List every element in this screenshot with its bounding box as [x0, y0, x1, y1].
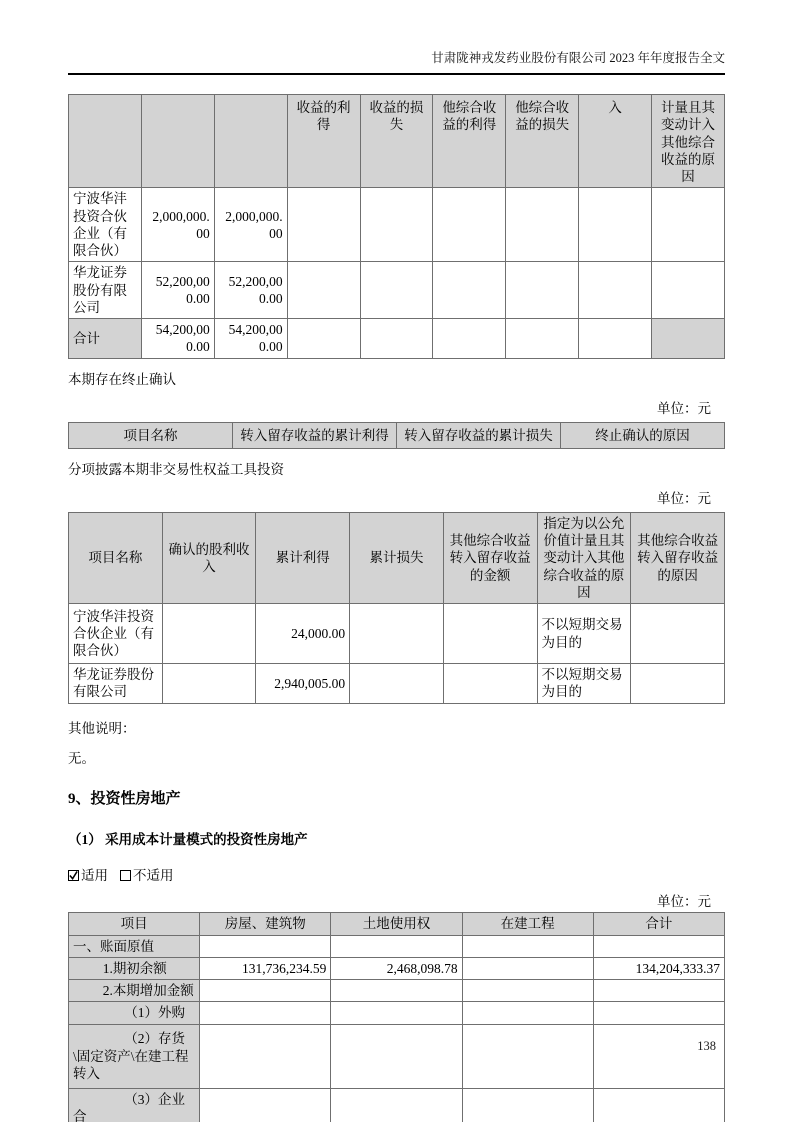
header-cell-oci-transfer-amount: 其他综合收益转入留存收益的金额 [443, 512, 537, 603]
header-cell-empty [69, 95, 142, 188]
header-cell-oci-loss: 他综合收益的损失 [506, 95, 579, 188]
empty-cell [443, 604, 537, 664]
table-row [69, 980, 725, 1002]
empty-cell [331, 980, 462, 1002]
equity-instruments-continuation-table [68, 94, 725, 359]
other-note-value: 无。 [68, 750, 95, 766]
empty-cell [287, 319, 360, 359]
table-row [69, 1002, 725, 1024]
empty-cell [287, 188, 360, 262]
empty-cell [593, 980, 724, 1002]
empty-cell [162, 664, 256, 704]
empty-cell [579, 319, 652, 359]
empty-cell [593, 1024, 724, 1088]
not-applicable-label: 不适用 [133, 867, 174, 883]
total-label-cell: 合计 [69, 319, 142, 359]
header-cell-dividend: 确认的股利收入 [162, 512, 256, 603]
company-name-cell: 宁波华沣投资合伙企业（有限合伙） [69, 188, 142, 262]
empty-cell [631, 604, 725, 664]
itemized-note: 分项披露本期非交易性权益工具投资 [68, 461, 284, 477]
empty-cell [593, 1002, 724, 1024]
table-header-row [69, 912, 725, 935]
empty-cell [350, 604, 444, 664]
header-cell-empty [141, 95, 214, 188]
header-cell-loss: 收益的损失 [360, 95, 433, 188]
amount-cell: 52,200,000.00 [141, 262, 214, 319]
empty-cell [200, 1024, 331, 1088]
empty-cell [443, 664, 537, 704]
investment-property-table [68, 912, 725, 1122]
header-cell-item-name: 项目名称 [69, 422, 233, 448]
table-row [69, 664, 725, 704]
empty-cell [200, 980, 331, 1002]
empty-cell [462, 935, 593, 957]
empty-cell [200, 1088, 331, 1122]
unchecked-checkbox-icon [120, 870, 131, 881]
total-row [69, 319, 725, 359]
table-row [69, 935, 725, 957]
header-cell-reason: 计量且其变动计入其他综合收益的原因 [652, 95, 725, 188]
header-cell-total: 合计 [593, 912, 724, 935]
table-row [69, 604, 725, 664]
company-name-cell: 宁波华沣投资合伙企业（有限合伙） [69, 604, 163, 664]
empty-cell [331, 1002, 462, 1024]
empty-cell [287, 262, 360, 319]
amount-cell: 134,204,333.37 [593, 957, 724, 979]
amount-cell: 52,200,000.00 [214, 262, 287, 319]
unit-label: 单位：元 [657, 893, 711, 909]
amount-cell: 131,736,234.59 [200, 957, 331, 979]
table-row [69, 1088, 725, 1122]
amount-cell: 2,468,098.78 [331, 957, 462, 979]
empty-cell [506, 319, 579, 359]
header-cell-gain: 收益的利得 [287, 95, 360, 188]
empty-cell [331, 1088, 462, 1122]
header-cell-buildings: 房屋、建筑物 [200, 912, 331, 935]
empty-cell [593, 935, 724, 957]
row-label-cell: 一、账面原值 [69, 935, 200, 957]
reason-cell: 不以短期交易为目的 [537, 604, 631, 664]
header-cell-item: 项目 [69, 912, 200, 935]
empty-cell [350, 664, 444, 704]
header-cell-reason: 终止确认的原因 [561, 422, 725, 448]
amount-cell: 54,200,000.00 [214, 319, 287, 359]
header-cell-designation-reason: 指定为以公允价值计量且其变动计入其他综合收益的原因 [537, 512, 631, 603]
header-cell-empty [214, 95, 287, 188]
table-row [69, 957, 725, 979]
row-label-cell: （2）存货\固定资产\在建工程转入 [69, 1024, 200, 1088]
reason-cell: 不以短期交易为目的 [537, 664, 631, 704]
header-cell-item-name: 项目名称 [69, 512, 163, 603]
empty-cell [200, 1002, 331, 1024]
row-label-cell: （1）外购 [69, 1002, 200, 1024]
empty-cell [593, 1088, 724, 1122]
empty-cell [360, 188, 433, 262]
empty-cell [462, 1088, 593, 1122]
empty-cell [331, 1024, 462, 1088]
header-cell-cum-gain: 转入留存收益的累计利得 [233, 422, 397, 448]
unit-label: 单位：元 [657, 490, 711, 506]
amount-cell: 2,000,000.00 [141, 188, 214, 262]
empty-cell [652, 188, 725, 262]
header-cell-land-use-rights: 土地使用权 [331, 912, 462, 935]
checked-checkbox-icon [68, 870, 79, 881]
company-name-cell: 华龙证券股份有限公司 [69, 262, 142, 319]
other-note-label: 其他说明： [68, 720, 136, 736]
empty-cell [652, 319, 725, 359]
amount-cell: 54,200,000.00 [141, 319, 214, 359]
derecognition-table [68, 422, 725, 449]
table-row [69, 1024, 725, 1088]
empty-cell [462, 980, 593, 1002]
empty-cell [360, 319, 433, 359]
header-cell-in: 入 [579, 95, 652, 188]
empty-cell [433, 319, 506, 359]
row-label-cell: 2.本期增加金额 [69, 980, 200, 1002]
empty-cell [579, 262, 652, 319]
amount-cell: 2,940,005.00 [256, 664, 350, 704]
table-row [69, 188, 725, 262]
section-9-heading: 9、投资性房地产 [68, 790, 181, 807]
header-cell-cum-loss: 转入留存收益的累计损失 [397, 422, 561, 448]
empty-cell [462, 1024, 593, 1088]
row-label-cell: （3）企业合 [69, 1088, 200, 1122]
header-cell-construction: 在建工程 [462, 912, 593, 935]
applicable-label: 适用 [81, 867, 108, 883]
derecognition-note: 本期存在终止确认 [68, 371, 176, 387]
table-header-row [69, 512, 725, 603]
empty-cell [462, 957, 593, 979]
empty-cell [506, 188, 579, 262]
empty-cell [360, 262, 433, 319]
empty-cell [433, 262, 506, 319]
header-cell-oci-gain: 他综合收益的利得 [433, 95, 506, 188]
page-number: 138 [697, 1039, 716, 1053]
table-row [69, 262, 725, 319]
unit-label: 单位：元 [657, 400, 711, 416]
section-9-1-subheading: （1） 采用成本计量模式的投资性房地产 [68, 831, 308, 847]
page-header [68, 0, 725, 75]
header-cell-cum-loss: 累计损失 [350, 512, 444, 603]
empty-cell [579, 188, 652, 262]
report-title: 甘肃陇神戎发药业股份有限公司 2023 年年度报告全文 [431, 51, 725, 65]
amount-cell: 2,000,000.00 [214, 188, 287, 262]
table-header-row [69, 422, 725, 448]
table-header-row [69, 95, 725, 188]
empty-cell [631, 664, 725, 704]
header-cell-cum-gain: 累计利得 [256, 512, 350, 603]
row-label-cell: 1.期初余额 [69, 957, 200, 979]
empty-cell [462, 1002, 593, 1024]
empty-cell [433, 188, 506, 262]
company-name-cell: 华龙证券股份有限公司 [69, 664, 163, 704]
itemized-investments-table [68, 512, 725, 704]
empty-cell [652, 262, 725, 319]
empty-cell [200, 935, 331, 957]
amount-cell: 24,000.00 [256, 604, 350, 664]
empty-cell [331, 935, 462, 957]
header-cell-transfer-reason: 其他综合收益转入留存收益的原因 [631, 512, 725, 603]
empty-cell [162, 604, 256, 664]
empty-cell [506, 262, 579, 319]
applicability-row [68, 864, 725, 884]
